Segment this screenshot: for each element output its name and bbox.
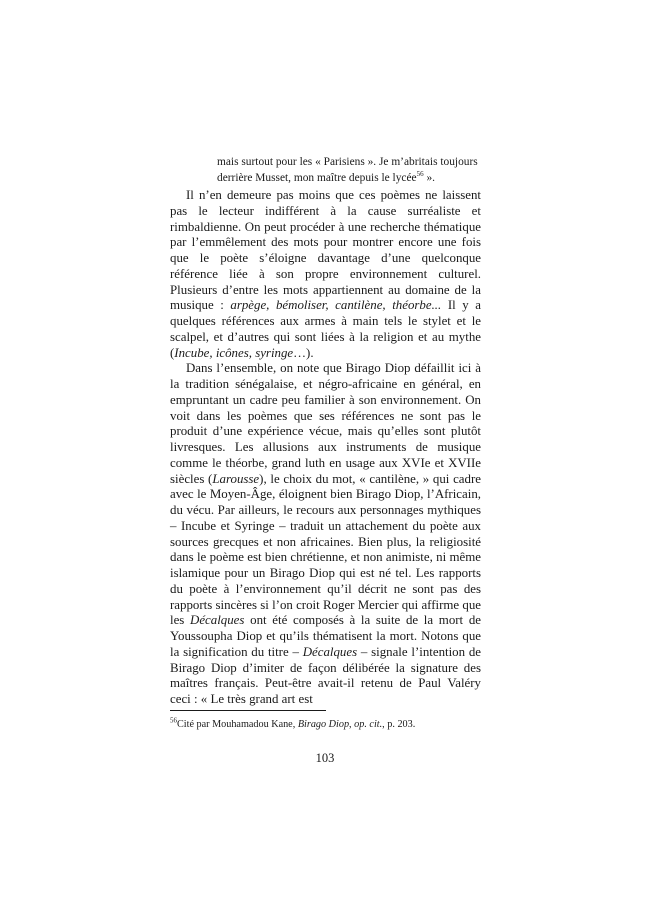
paragraph-text: Il n’en demeure pas moins que ces poèmes ne laissent pas le lecteur indifférent à la cause surréaliste et rimbaldienne. On peut procéder à une recherche thématique par l’emmêlement des mots pour montrer encore une fois que le poète s’éloigne davantage d’une quelconque référence liée à son propre environnement culturel. Plusieurs d’entre les mots appartiennent au domaine de la musique : — [170, 188, 481, 313]
italic-text: Birago Diop — [297, 719, 350, 730]
quote-text: derrière Musset, mon maître depuis le lycée — [217, 171, 417, 184]
paragraph-2 — [170, 361, 481, 708]
page-number: 103 — [315, 751, 335, 765]
paragraph-text: ), le choix du mot, « cantilène, » qui cadre avec le Moyen-Âge, éloignent bien Birago Diop, l’Africain, du vécu. Par ailleurs, le recours aux personnages mythiques – Incube et Syringe – traduit un attachement du poète aux sources grecques et non africaines. Bien plus, la religiosité dans le poème est bien chrétienne, et non animiste, ni même islamique pour un Birago Diop qui est né tel. Les rapports du poète à l’environnement qu’il décrit ne sont pas des rapports sincères si l’on croit Roger Mercier qui affirme que les — [170, 471, 481, 628]
paragraph-1 — [170, 188, 481, 361]
quote-line-2 — [217, 171, 517, 187]
paragraph-text: Dans l’ensemble, on note que Birago Diop défaillit ici à la tradition sénégalaise, et négro-africaine en général, en empruntant un cadre peu familier à son environnement. On voit dans les poèmes que ses références ne sont pas le produit d’une expérience vécue, mais qu’elles sont plutôt livresques. Les allusions aux instruments de musique comme le théorbe, grand luth en usage aux XVIe et XVIIe siècles ( — [170, 361, 481, 486]
quote-line-1: mais surtout pour les « Parisiens ». Je m’abritais toujours — [217, 156, 478, 168]
italic-text: arpège, bémoliser, cantilène, théorbe... — [230, 298, 442, 313]
quote-text-end: ». — [423, 171, 435, 184]
paragraph-text: …). — [293, 345, 314, 360]
footnote — [170, 718, 481, 731]
footnote-number: 56 — [170, 716, 177, 725]
footnote-text: , — [349, 719, 355, 730]
paragraph-text: – signale l’intention de Birago Diop d’imiter de façon délibérée la signature des maîtres français. Peut-être avait-il retenu de Paul Valéry ceci : « Le très grand art est — [170, 644, 482, 706]
footnote-text: Cité par Mouhamadou Kane, — [177, 719, 298, 730]
italic-text: Larousse — [212, 471, 260, 486]
italic-text: Incube, icônes, syringe — [174, 345, 294, 360]
block-quote — [217, 155, 517, 186]
italic-text: op. cit. — [354, 719, 383, 730]
paragraph-text: ont été composés à la suite de la mort de Youssoupha Diop et qu’ils thématisent la mort. Notons que la signification du titre – — [170, 613, 481, 659]
footnote-reference[interactable]: 56 — [416, 169, 424, 178]
footnote-divider — [170, 710, 326, 711]
paragraph-text: Il y a quelques références aux armes à main tels le stylet et le scalpel, et d’autres qui sont liées à la religion et au mythe ( — [170, 298, 481, 360]
italic-text: Décalques — [190, 613, 245, 628]
body-text — [170, 188, 481, 708]
footnote-text: , p. 203. — [382, 719, 416, 730]
italic-text: Décalques — [302, 644, 358, 659]
